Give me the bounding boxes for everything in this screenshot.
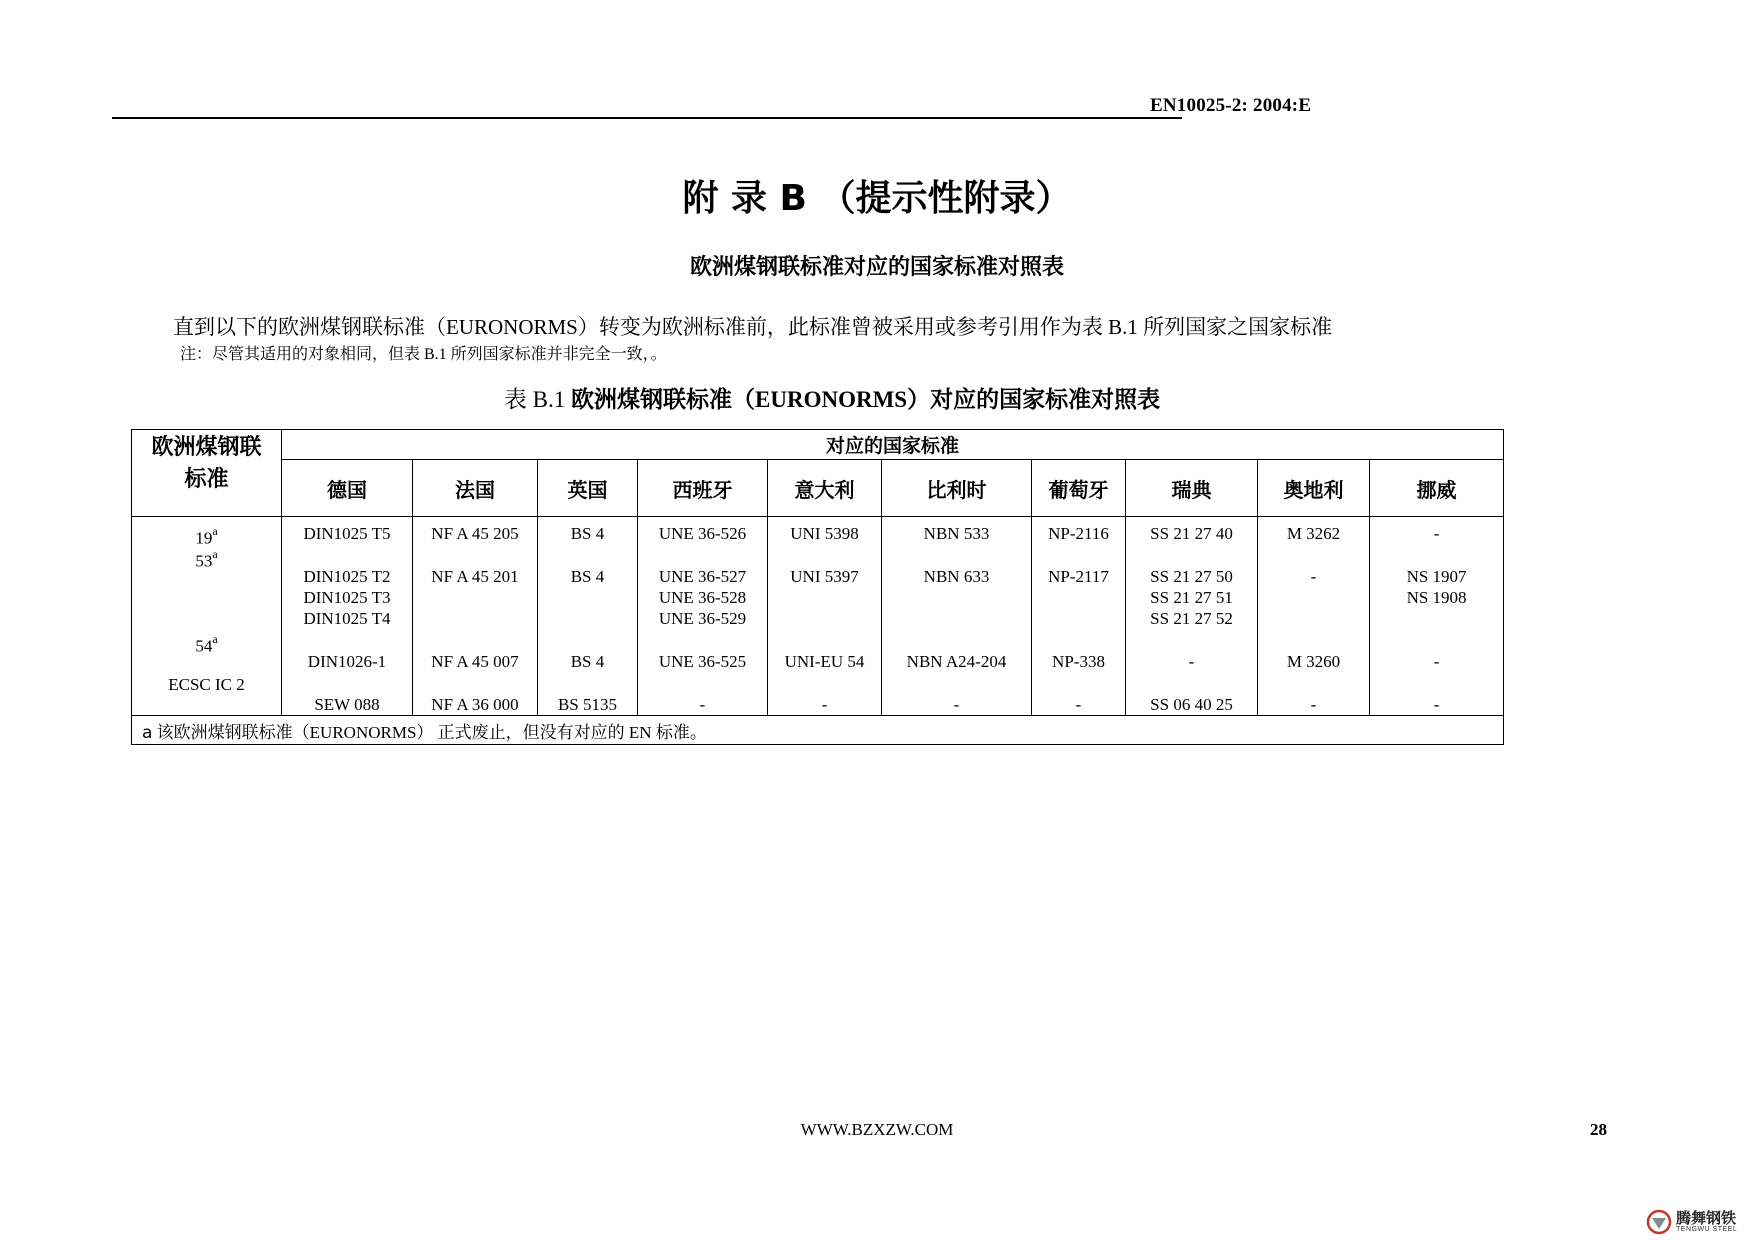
euronorm-codes-cell: [132, 517, 282, 716]
header-rule: [112, 117, 1182, 119]
standard-ref: DIN1025 T4: [303, 609, 391, 628]
standard-ref: SEW 088: [314, 695, 380, 714]
standard-ref: NF A 45 007: [431, 652, 519, 671]
footnote-mark: a: [142, 722, 153, 743]
country-column-cell: [282, 517, 413, 716]
country-header: 比利时: [882, 460, 1032, 517]
standard-ref: SS 21 27 40: [1150, 524, 1233, 543]
standard-ref: UNE 36-529: [658, 609, 747, 628]
standard-ref: -: [821, 695, 828, 714]
note-paragraph: 注：尽管其适用的对象相同，但表 B.1 所列国家标准并非完全一致，。: [180, 346, 667, 363]
country-header: 葡萄牙: [1032, 460, 1126, 517]
country-header: 瑞典: [1126, 460, 1258, 517]
page-number: 28: [1590, 1120, 1607, 1139]
footer-website: WWW.BZXZW.COM: [800, 1120, 954, 1139]
country-column-cell: [538, 517, 638, 716]
logo-mark-icon: [1646, 1209, 1672, 1235]
standard-ref: BS 4: [570, 524, 605, 543]
standard-ref: -: [1433, 652, 1440, 671]
country-header: 德国: [282, 460, 413, 517]
country-column-cell: [413, 517, 538, 716]
standards-table: [131, 429, 1504, 745]
standard-ref: NBN 633: [923, 567, 990, 586]
euronorm-code: 54$^a$: [195, 632, 218, 656]
country-column-cell: [638, 517, 768, 716]
standard-ref: UNE 36-526: [658, 524, 747, 543]
standard-ref: BS 4: [570, 652, 605, 671]
appendix-subtitle: 欧洲煤钢联标准对应的国家标准对照表: [689, 255, 1064, 280]
standard-ref: UNI 5397: [790, 567, 859, 586]
standard-ref: DIN1025 T2: [303, 567, 391, 586]
country-header: 西班牙: [638, 460, 768, 517]
standard-ref: -: [699, 695, 706, 714]
standard-ref: -: [1188, 652, 1195, 671]
euronorm-code: 53$^a$: [195, 547, 218, 571]
euronorm-code: ECSC IC 2: [168, 675, 245, 694]
country-header: 英国: [538, 460, 638, 517]
country-column-cell: [1126, 517, 1258, 716]
country-column-cell: [882, 517, 1032, 716]
table-caption-number: 表 B.1: [503, 387, 566, 412]
standard-ref: UNI-EU 54: [784, 652, 865, 671]
country-column-cell: [1032, 517, 1126, 716]
company-logo: [1646, 1207, 1754, 1237]
standard-ref: SS 21 27 50: [1150, 567, 1233, 586]
standard-ref: UNE 36-528: [658, 588, 747, 607]
standard-ref: -: [1075, 695, 1082, 714]
standard-ref: NBN 533: [923, 524, 990, 543]
table-caption: [0, 381, 1664, 414]
country-header: 挪威: [1370, 460, 1504, 517]
standard-ref: -: [953, 695, 960, 714]
standard-ref: BS 5135: [557, 695, 618, 714]
euronorm-code: 19$^a$: [195, 524, 218, 548]
standard-ref: NF A 45 201: [431, 567, 519, 586]
standard-ref: -: [1433, 695, 1440, 714]
standard-ref: NS 1908: [1406, 588, 1467, 607]
logo-chinese-name: 腾舞钢铁: [1676, 1209, 1737, 1227]
country-column-cell: [768, 517, 882, 716]
appendix-title: 附 录 B （提示性附录）: [682, 178, 1072, 219]
standard-ref: -: [1310, 567, 1317, 586]
table-caption-text: 欧洲煤钢联标准（EURONORMS）对应的国家标准对照表: [565, 387, 1161, 412]
standard-ref: SS 06 40 25: [1150, 695, 1233, 714]
standard-ref: M 3262: [1286, 524, 1341, 543]
country-header: 意大利: [768, 460, 882, 517]
standard-ref: DIN1026-1: [307, 652, 387, 671]
standard-ref: UNE 36-525: [658, 652, 747, 671]
standard-ref: NP-338: [1052, 652, 1105, 671]
standard-ref: BS 4: [570, 567, 605, 586]
standard-ref: -: [1310, 695, 1317, 714]
table-footnote: [132, 716, 1504, 745]
logo-english-name: TENGWU STEEL: [1676, 1226, 1738, 1233]
standard-ref: NP-2117: [1048, 567, 1109, 586]
euronorm-header: 欧洲煤钢联标准: [132, 430, 282, 517]
national-standards-header: 对应的国家标准: [282, 430, 1504, 460]
intro-paragraph: 直到以下的欧洲煤钢联标准（EURONORMS）转变为欧洲标准前，此标准曾被采用或参考引用作为表 B.1 所列国家之国家标准: [173, 315, 1333, 339]
standard-ref: UNE 36-527: [658, 567, 747, 586]
standard-ref: NS 1907: [1406, 567, 1467, 586]
standard-ref: SS 21 27 52: [1150, 609, 1233, 628]
standard-ref: NP-2116: [1048, 524, 1109, 543]
standard-ref: NF A 45 205: [431, 524, 519, 543]
standard-ref: M 3260: [1286, 652, 1341, 671]
country-header: 法国: [413, 460, 538, 517]
standard-ref: NF A 36 000: [431, 695, 519, 714]
country-column-cell: [1370, 517, 1504, 716]
standard-ref: SS 21 27 51: [1150, 588, 1233, 607]
standard-ref: NBN A24-204: [906, 652, 1007, 671]
standard-ref: DIN1025 T3: [303, 588, 391, 607]
document-code: EN10025-2: 2004:E: [1150, 95, 1312, 116]
footnote-text: 该欧洲煤钢联标准（EURONORMS） 正式废止，但没有对应的 EN 标准。: [152, 722, 707, 742]
standard-ref: UNI 5398: [790, 524, 859, 543]
standard-ref: DIN1025 T5: [303, 524, 391, 543]
standard-ref: -: [1433, 524, 1440, 543]
country-column-cell: [1258, 517, 1370, 716]
country-header: 奥地利: [1258, 460, 1370, 517]
